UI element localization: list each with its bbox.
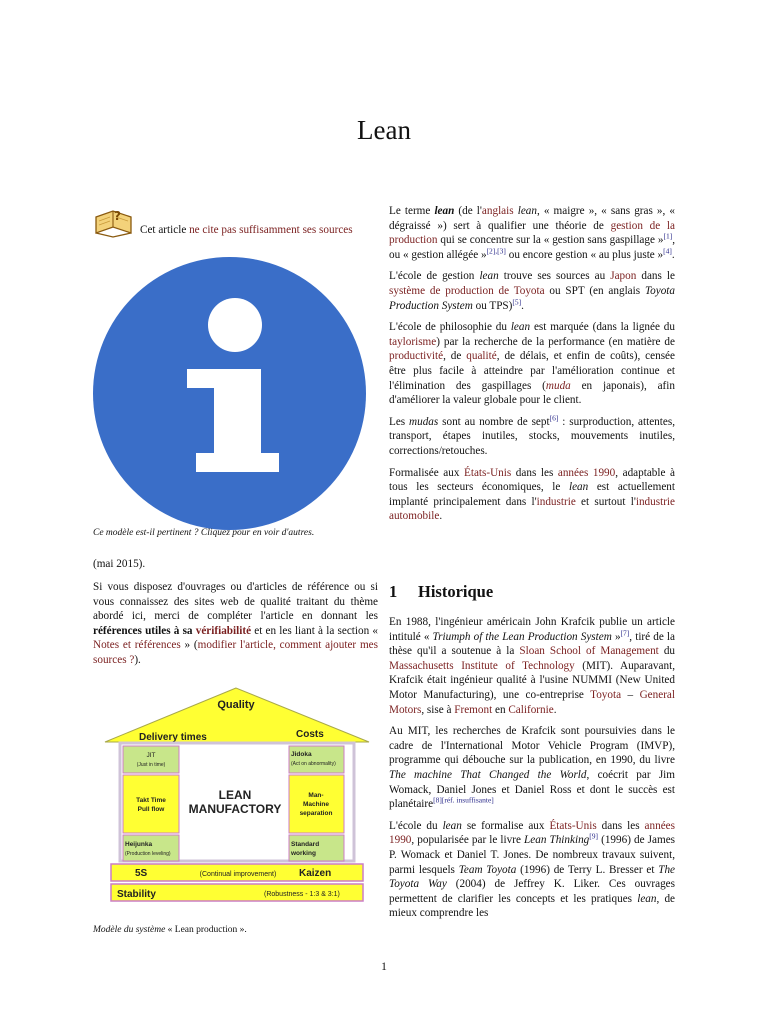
- paragraph-intro: Le terme lean (de l'anglais lean, « maigre », « sans gras », « dégraissé ») sert à qualifier une théorie de gestion de la production qui se concentre sur la « gestion sans gaspillage »[1], ou « gestion allégée »[2],[3] ou encore gestion « au plus juste »[4].: [389, 205, 676, 261]
- page-number: 1: [381, 961, 387, 973]
- house-robustness: (Robustness - 1:3 & 3:1): [264, 891, 340, 898]
- japon-link[interactable]: Japon: [610, 270, 637, 283]
- mit-link[interactable]: Massachusetts Institute of Technology: [389, 659, 575, 672]
- house-stability: Stability: [117, 889, 156, 900]
- notes-references-link[interactable]: Notes et références: [93, 639, 181, 652]
- house-man-3: separation: [299, 810, 333, 817]
- qualite-link[interactable]: qualité: [466, 350, 497, 363]
- section-heading-historique: 1 Historique: [389, 582, 494, 601]
- ref-link[interactable]: [6]: [549, 412, 559, 422]
- productivite-link[interactable]: productivité: [389, 350, 444, 363]
- house-lean-2: MANUFACTORY: [188, 802, 282, 816]
- house-jit-sub: (Just in time): [136, 762, 166, 768]
- house-jit: JIT: [146, 752, 156, 759]
- ref-link[interactable]: [8]: [433, 795, 442, 805]
- paragraph-krafcik: En 1988, l'ingénieur américain John Krafcik publie un article intitulé « Triumph of the Lean Production System »[7], tiré de la thèse qu'il a soutenue à la Sloan School of Management du Massachusetts Institute of Technology (MIT). Auparavant, Krafcik était ingénieur qualité à l'usine NUMMI (New United Motor Manufacturing), une co-entreprise Toyota – General Motors, sise à Fremont en Californie.: [389, 616, 676, 716]
- date-text: (mai 2015).: [93, 558, 146, 570]
- info-caption[interactable]: Ce modèle est-il pertinent ? Cliquez pour en voir d'autres.: [93, 528, 315, 538]
- toyota-system-link[interactable]: système de production de Toyota: [389, 284, 545, 297]
- house-man-1: Man-: [308, 792, 324, 799]
- industrie-automobile-link[interactable]: industrie automobile: [389, 495, 675, 523]
- fremont-link[interactable]: Fremont: [454, 703, 493, 716]
- info-icon[interactable]: [93, 257, 366, 530]
- paragraph-lean-school: L'école du lean se formalise aux États-Unis dans les années 1990, popularisée par le livre Lean Thinking[9] (1996) de James P. Womack et Daniel T. Jones. De nombreux travaux suivent, parmi lesquels Team Toyota (1996) de Terry L. Bresser et The Toyota Way (2004) de Jeffrey K. Liker. Ces ouvrages permettent de clarifier les concepts et les pratiques lean, de mieux comprendre les: [389, 819, 676, 920]
- paragraph-formalized: Formalisée aux États-Unis dans les années 1990, adaptable à tous les secteurs économiques, le lean est actuellement implanté principalement dans l'industrie et surtout l'industrie automobile.: [389, 466, 675, 523]
- verifiability-link[interactable]: vérifiabilité: [195, 624, 252, 637]
- svg-text:?: ?: [114, 209, 121, 223]
- etats-unis-link[interactable]: États-Unis: [464, 466, 512, 479]
- modify-article-link[interactable]: modifier l'article, comment ajouter mes sources ?: [93, 639, 378, 666]
- paragraph-imvp: Au MIT, les recherches de Krafcik sont poursuivies dans le cadre de l'International Motor Vehicle Program (IMVP), programme qui débouche sur la publication, en 1990, du livre The machine That Changed the World, coécrit par Jim Womack, Daniel Jones et Daniel Ross et dont le succès est planétaire[8][réf. insuffisante]: [389, 725, 675, 811]
- toyota-link[interactable]: Toyota: [590, 688, 622, 701]
- etats-unis-link[interactable]: États-Unis: [549, 819, 597, 832]
- ref-link[interactable]: [1]: [663, 231, 673, 241]
- ref-link[interactable]: [7]: [620, 627, 630, 637]
- ref-link[interactable]: [9]: [589, 831, 599, 841]
- page-title: Lean: [357, 115, 411, 145]
- sloan-link[interactable]: Sloan School of Management: [519, 645, 659, 658]
- house-continual: (Continual improvement): [199, 871, 277, 878]
- notice-text: Cet article ne cite pas suffisamment ses sources: [140, 224, 353, 236]
- house-jidoka: Jidoka: [291, 751, 312, 758]
- house-kaizen: Kaizen: [299, 868, 332, 879]
- house-man-2: Machine: [302, 801, 330, 808]
- article-body-history: [389, 615, 675, 928]
- house-takt-2: Pull flow: [137, 806, 165, 813]
- house-jidoka-sub: (Act on abnormality): [291, 761, 336, 767]
- house-costs: Costs: [296, 729, 324, 740]
- annees-1990-link[interactable]: années 1990: [389, 819, 675, 847]
- anglais-link[interactable]: anglais: [481, 205, 514, 217]
- house-heijunka: Heijunka: [125, 841, 153, 848]
- ref-link[interactable]: [2],[3]: [486, 246, 506, 256]
- ref-link[interactable]: [5]: [512, 296, 522, 306]
- taylorisme-link[interactable]: taylorisme: [389, 335, 437, 348]
- house-standard-2: working: [291, 850, 316, 857]
- paragraph-philosophy: L'école de philosophie du lean est marquée (dans la lignée du taylorisme) par la recherche de la performance (en matière de productivité, de qualité, de délais, et enfin de coûts), censée être plus facile à atteindre par l'amélioration continue et l'élimination des gaspillages (muda en japonais), afin d'améliorer la valeur globale pour le client.: [389, 321, 675, 407]
- house-caption: Modèle du système « Lean production ».: [93, 925, 247, 935]
- house-heijunka-sub: (Production leveling): [125, 851, 171, 857]
- industrie-link[interactable]: industrie: [536, 495, 576, 508]
- paragraph-origins: L'école de gestion lean trouve ses sources au Japon dans le système de production de Toyota ou SPT (en anglais Toyota Production System ou TPS)[5].: [389, 270, 675, 312]
- references-paragraph: Si vous disposez d'ouvrages ou d'articles de référence ou si vous connaissez des sites web de qualité traitant du thème abordé ici, merci de compléter l'article en donnant les références utiles à sa vérifiabilité et en les liant à la section « Notes et références » (modifier l'article, comment ajouter mes sources ?).: [93, 581, 378, 666]
- paragraph-mudas: Les mudas sont au nombre de sept[6] : surproduction, attentes, transport, étapes inutiles, stocks, mouvements inutiles, corrections/retouches.: [389, 412, 676, 457]
- house-standard-1: Standard: [291, 841, 320, 848]
- ref-link[interactable]: [4]: [663, 246, 672, 256]
- lean-house-diagram[interactable]: [103, 686, 371, 906]
- house-delivery: Delivery times: [139, 732, 207, 743]
- notice-link[interactable]: ne cite pas suffisamment ses sources: [189, 224, 353, 236]
- californie-link[interactable]: Californie: [508, 703, 554, 716]
- gestion-production-link[interactable]: gestion de la production: [389, 219, 676, 247]
- house-lean-1: LEAN: [218, 788, 252, 802]
- sources-notice: [93, 203, 380, 243]
- general-motors-link[interactable]: General Motors: [389, 688, 675, 716]
- ref-insufficient-link[interactable]: [réf. insuffisante]: [441, 795, 494, 805]
- house-quality: Quality: [217, 699, 255, 711]
- muda-link[interactable]: muda: [545, 379, 571, 392]
- book-question-icon: [93, 203, 137, 239]
- house-5s: 5S: [135, 868, 148, 879]
- house-takt-1: Takt Time: [136, 797, 166, 804]
- annees-1990-link[interactable]: années 1990: [557, 466, 616, 479]
- article-body-top: [389, 204, 675, 531]
